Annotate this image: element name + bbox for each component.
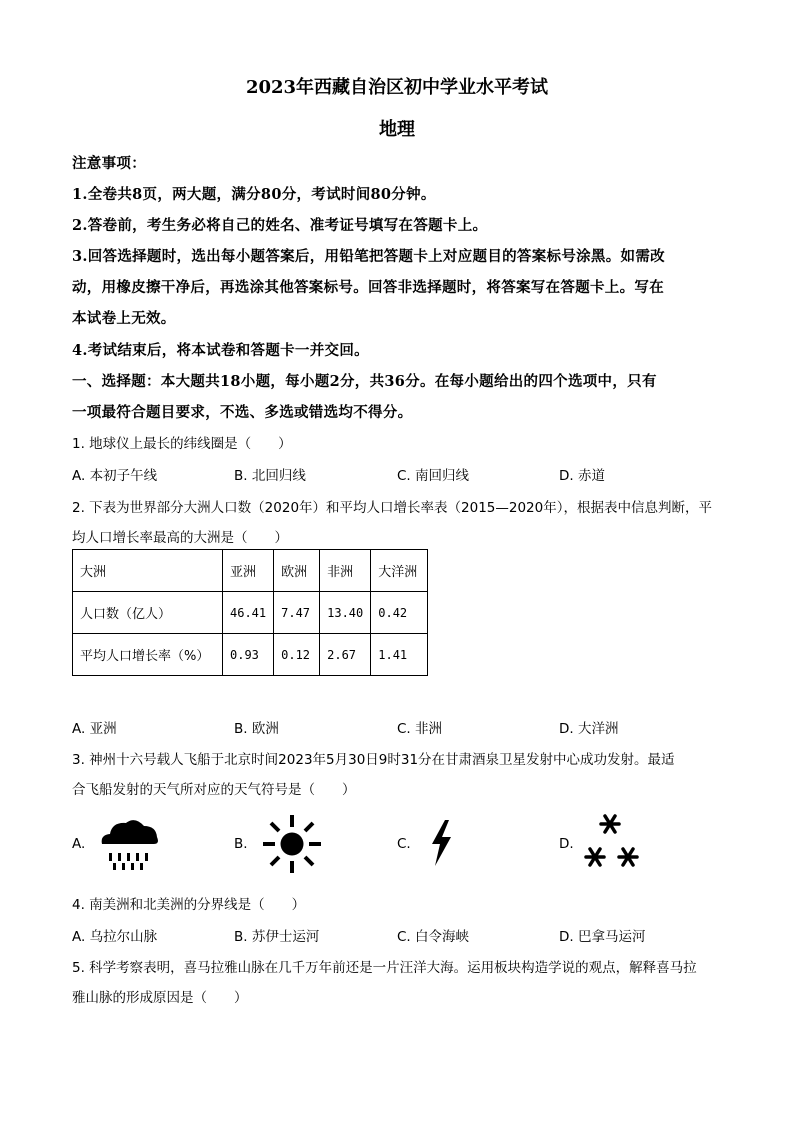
- q1-stem: 1. 地球仪上最长的纬线圈是（ ）: [72, 436, 292, 452]
- q5-stem: 5. 科学考察表明，喜马拉雅山脉在几千万年前还是一片汪洋大海。运用板块构造学说的观点，解释喜马拉: [72, 960, 697, 976]
- table-header-cell: 欧洲: [274, 550, 320, 592]
- q1-option-b[interactable]: B. 北回归线: [234, 468, 306, 484]
- note-3b: 动，用橡皮擦干净后，再选涂其他答案标号。回答非选择题时，将答案写在答题卡上。写在: [72, 279, 664, 296]
- table-cell: 2.67: [320, 634, 371, 676]
- table-cell: 人口数（亿人）: [73, 592, 223, 634]
- q2-stem-cont: 均人口增长率最高的大洲是（ ）: [72, 530, 288, 546]
- section-heading: 一、选择题：本大题共18小题，每小题2分，共36分。在每小题给出的四个选项中，只有: [72, 373, 657, 390]
- lightning-icon: [428, 820, 454, 866]
- note-4: 4.考试结束后，将本试卷和答题卡一并交回。: [72, 342, 369, 359]
- table-cell: 13.40: [320, 592, 371, 634]
- table-cell: 1.41: [371, 634, 428, 676]
- table-cell: 7.47: [274, 592, 320, 634]
- q2-option-c[interactable]: C. 非洲: [397, 721, 443, 737]
- snow-icon: [582, 811, 644, 873]
- note-3c: 本试卷上无效。: [72, 310, 176, 327]
- q4-option-c[interactable]: C. 白令海峡: [397, 929, 470, 945]
- table-cell: 0.42: [371, 592, 428, 634]
- notes-heading: 注意事项：: [72, 155, 146, 172]
- q3-option-c[interactable]: C.: [397, 836, 411, 852]
- table-cell: 0.93: [223, 634, 274, 676]
- table-header-row: [73, 550, 428, 592]
- q3-option-b[interactable]: B.: [234, 836, 248, 852]
- table-header-cell: 非洲: [320, 550, 371, 592]
- table-cell: 46.41: [223, 592, 274, 634]
- population-table: [72, 549, 428, 676]
- table-cell: 0.12: [274, 634, 320, 676]
- table-header-cell: 亚洲: [223, 550, 274, 592]
- note-2: 2.答卷前，考生务必将自己的姓名、准考证号填写在答题卡上。: [72, 217, 488, 234]
- rain-cloud-icon: [98, 814, 160, 872]
- table-row: [73, 634, 428, 676]
- exam-title: 2023年西藏自治区初中学业水平考试: [245, 77, 549, 98]
- q2-option-a[interactable]: A. 亚洲: [72, 721, 117, 737]
- table-header-cell: 大洲: [73, 550, 223, 592]
- q1-option-c[interactable]: C. 南回归线: [397, 468, 470, 484]
- note-3a: 3.回答选择题时，选出每小题答案后，用铅笔把答题卡上对应题目的答案标号涂黑。如需改: [72, 248, 665, 265]
- table-row: [73, 592, 428, 634]
- q5-stem-cont: 雅山脉的形成原因是（ ）: [72, 990, 248, 1006]
- section-heading-cont: 一项最符合题目要求，不选、多选或错选均不得分。: [72, 404, 413, 421]
- subject-title: 地理: [379, 119, 415, 140]
- q4-option-a[interactable]: A. 乌拉尔山脉: [72, 929, 158, 945]
- sun-icon: [261, 813, 323, 875]
- q2-option-b[interactable]: B. 欧洲: [234, 721, 279, 737]
- q3-stem-cont: 合飞船发射的天气所对应的天气符号是（ ）: [72, 782, 356, 798]
- table-header-cell: 大洋洲: [371, 550, 428, 592]
- q2-option-d[interactable]: D. 大洋洲: [559, 721, 619, 737]
- q4-option-b[interactable]: B. 苏伊士运河: [234, 929, 320, 945]
- q4-stem: 4. 南美洲和北美洲的分界线是（ ）: [72, 897, 306, 913]
- q1-option-a[interactable]: A. 本初子午线: [72, 468, 158, 484]
- note-1: 1.全卷共8页，两大题，满分80分，考试时间80分钟。: [72, 186, 436, 203]
- q3-stem: 3. 神州十六号载人飞船于北京时间2023年5月30日9时31分在甘肃酒泉卫星发射中心成功发射。最适: [72, 752, 675, 768]
- table-cell: 平均人口增长率（%）: [73, 634, 223, 676]
- q4-option-d[interactable]: D. 巴拿马运河: [559, 929, 646, 945]
- q1-option-d[interactable]: D. 赤道: [559, 468, 605, 484]
- q2-stem: 2. 下表为世界部分大洲人口数（2020年）和平均人口增长率表（2015—2020年），根据表中信息判断，平: [72, 500, 712, 516]
- q3-option-a[interactable]: A.: [72, 836, 86, 852]
- q3-option-d[interactable]: D.: [559, 836, 574, 852]
